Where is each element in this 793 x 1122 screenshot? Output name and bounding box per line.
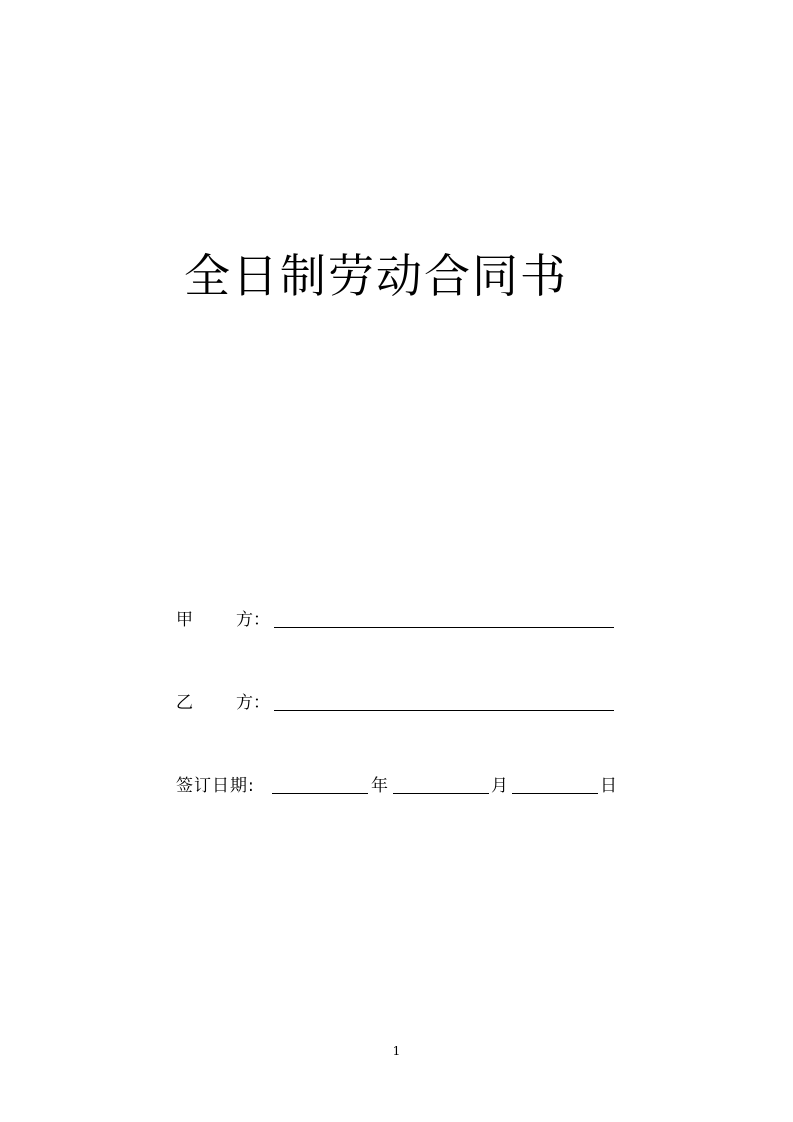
party-a-blank-line[interactable] bbox=[274, 627, 614, 628]
signing-date-label: 签订日期: bbox=[176, 776, 255, 796]
day-blank-line[interactable] bbox=[512, 793, 598, 794]
party-b-label-char: 乙 bbox=[176, 693, 193, 713]
party-b-label-suffix: 方： bbox=[236, 693, 270, 713]
year-blank-line[interactable] bbox=[272, 793, 368, 794]
month-blank-line[interactable] bbox=[393, 793, 489, 794]
day-unit-label: 日 bbox=[600, 776, 617, 796]
party-a-label-char: 甲 bbox=[176, 610, 193, 630]
page-number: 1 bbox=[392, 1044, 401, 1058]
year-unit-label: 年 bbox=[371, 776, 388, 796]
party-b-blank-line[interactable] bbox=[274, 710, 614, 711]
party-a-label-suffix: 方： bbox=[236, 610, 270, 630]
month-unit-label: 月 bbox=[491, 776, 508, 796]
document-title: 全日制劳动合同书 bbox=[184, 249, 568, 303]
